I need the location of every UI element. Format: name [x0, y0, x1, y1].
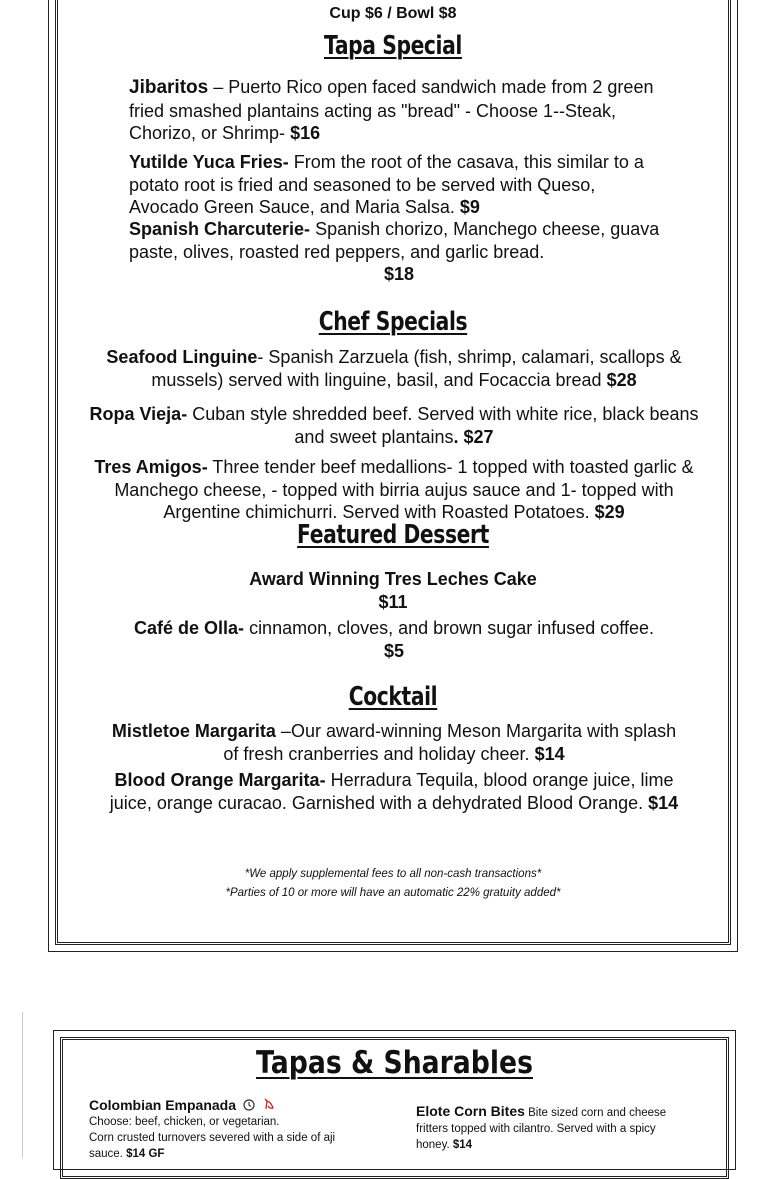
menu-page-specials: [48, 0, 738, 952]
section-title-cocktail: Cocktail: [348, 682, 438, 712]
section-title-chef-specials: Chef Specials: [318, 307, 468, 337]
menu-item: Mistletoe Margarita –Our award-winning Meson Margarita with splash of fresh cranberries and holiday cheer. $14: [111, 721, 677, 764]
item-name: Ropa Vieja-: [89, 404, 188, 424]
item-description: Cuban style shredded beef. Served with white rice, black beans and sweet plantains: [192, 404, 699, 447]
item-description-line: Choose: beef, chicken, or vegetarian.: [89, 1116, 280, 1128]
soup-price-line: Cup $6 / Bowl $8: [329, 5, 457, 22]
item-description-line: sauce. $14 GF: [89, 1148, 165, 1160]
item-description: Three tender beef medallions- 1 topped with toasted garlic & Manchego cheese, - topped with birria aujus sauce and 1- topped with Argentine chimichurri. Served with Roasted Potatoes.: [114, 457, 694, 522]
section-title-tapas-sharables: Tapas & Sharables: [255, 1045, 533, 1081]
item-name: Elote Corn Bites: [416, 1103, 525, 1119]
item-price: $11: [378, 591, 408, 612]
item-price: $28: [606, 369, 637, 390]
section-title-featured-dessert: Featured Dessert: [297, 520, 489, 550]
item-description: Our award-winning Meson Margarita with splash of fresh cranberries and holiday cheer.: [223, 721, 677, 764]
item-price: $29: [594, 502, 625, 522]
item-description-line: fritters topped with cilantro. Served with a spicy: [416, 1123, 656, 1135]
item-description: Puerto Rico open faced sandwich made from 2 green fried smashed plantains acting as "bread" - Choose 1--Steak, Chorizo, or Shrimp-: [129, 77, 654, 143]
menu-item: [94, 769, 694, 814]
item-price: . $27: [453, 426, 494, 447]
clock-icon: [243, 1098, 255, 1114]
item-price: $14: [452, 1139, 473, 1151]
menu-item: Elote Corn Bites Bite sized corn and cheese fritters topped with cilantro. Served with a spicy honey. $14: [416, 1103, 716, 1153]
menu-item: [87, 456, 701, 524]
menu-item: [129, 218, 669, 286]
item-name: Colombian Empanada: [89, 1097, 237, 1113]
item-name: Tres Amigos-: [94, 457, 208, 477]
item-name: Mistletoe Margarita: [111, 721, 276, 741]
item-price: $14: [534, 743, 565, 764]
item-price: $14: [648, 792, 679, 813]
item-price: $14 GF: [126, 1148, 165, 1160]
menu-page-tapas: [53, 1030, 736, 1170]
menu-item: [87, 403, 701, 448]
menu-item: Jibaritos – Puerto Rico open faced sandwich made from 2 green fried smashed plantains acting as "bread" - Choose 1--Steak, Chorizo, or Shrimp- $16: [129, 77, 654, 143]
item-name: Seafood Linguine: [106, 347, 258, 367]
spicy-pepper-icon: [262, 1097, 276, 1114]
item-price: $9: [459, 197, 480, 217]
menu-item: Seafood Linguine- Spanish Zarzuela (fish, shrimp, calamari, scallops & mussels) served with linguine, basil, and Focaccia bread $28: [106, 347, 682, 390]
gratuity-note: *Parties of 10 or more will have an automatic 22% gratuity added*: [225, 887, 561, 899]
menu-item: [89, 1097, 379, 1162]
fee-note: *We apply supplemental fees to all non-cash transactions*: [244, 868, 542, 880]
item-price: $5: [383, 640, 405, 661]
menu-item: [49, 568, 737, 613]
menu-item: [129, 151, 669, 219]
item-name: Jibaritos: [129, 77, 209, 98]
item-price: $16: [290, 123, 321, 143]
item-name: Award Winning Tres Leches Cake: [249, 569, 537, 589]
item-description: Bite sized corn and cheese: [528, 1107, 667, 1119]
item-name: Yutilde Yuca Fries-: [129, 152, 289, 172]
item-name: Blood Orange Margarita-: [114, 770, 326, 790]
section-title-tapa-special: Tapa Special: [324, 31, 462, 61]
item-description: From the root of the casava, this similar to a potato root is fried and seasoned to be served with Queso, Avocado Green Sauce, and Maria Salsa.: [129, 152, 644, 217]
page-edge-divider: [22, 1012, 23, 1158]
item-description-line: Corn crusted turnovers severed with a side of aji: [89, 1132, 336, 1144]
item-description: cinnamon, cloves, and brown sugar infused coffee.: [249, 618, 654, 638]
item-price: $18: [383, 264, 415, 284]
item-name: Spanish Charcuterie-: [129, 219, 311, 239]
item-name: Café de Olla-: [134, 618, 245, 638]
menu-item: [134, 617, 654, 662]
item-name-row: [89, 1097, 379, 1114]
item-description: Spanish Zarzuela (fish, shrimp, calamari, scallops & mussels) served with linguine, basil, and Focaccia bread: [151, 347, 682, 390]
item-description: Spanish chorizo, Manchego cheese, guava paste, olives, roasted red peppers, and garlic bread.: [129, 219, 660, 262]
item-description: Herradura Tequila, blood orange juice, lime juice, orange curacao. Garnished with a dehydrated Blood Orange.: [109, 770, 674, 813]
